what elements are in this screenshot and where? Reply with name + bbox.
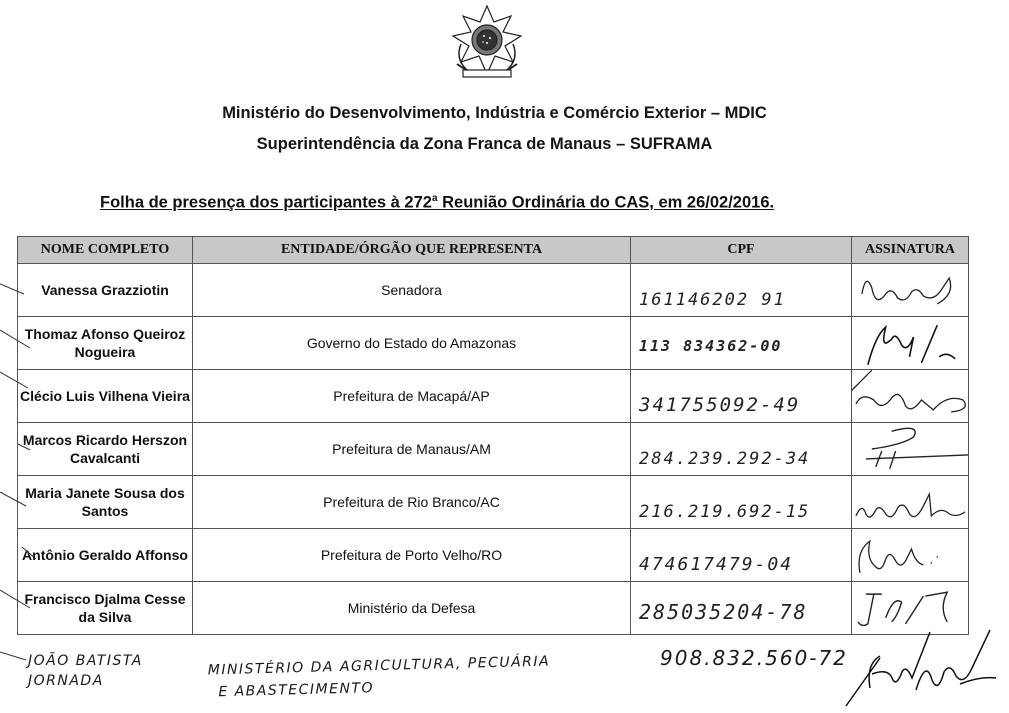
handwritten-tick-icon: [0, 545, 40, 565]
table-row: [18, 370, 969, 423]
signature-cell: [852, 264, 969, 317]
title-ordinal: a: [431, 193, 438, 204]
participant-name: Vanessa Grazziotin: [18, 264, 193, 317]
participant-name: Clécio Luis Vilhena Vieira: [18, 370, 193, 423]
signature-scribble-icon: [852, 476, 968, 528]
participant-entity: Prefeitura de Manaus/AM: [193, 423, 631, 476]
participant-name: Antônio Geraldo Affonso: [18, 529, 193, 582]
title-suffix: Reunião Ordinária do CAS, em 26/02/2016.: [437, 193, 775, 212]
handwritten-name-line: JOÃO BATISTA: [28, 653, 143, 669]
handwritten-name-line: JORNADA: [28, 673, 104, 689]
participant-name: Maria Janete Sousa dos Santos: [18, 476, 193, 529]
handwritten-entity-line: MINISTÉRIO DA AGRICULTURA, PECUÁRIA: [207, 653, 551, 679]
handwritten-tick-icon: [0, 370, 40, 390]
signature-cell: [852, 317, 969, 370]
signature-scribble-icon: [852, 529, 968, 581]
participant-cpf: 216.219.692-15: [639, 502, 811, 522]
column-header-signature: ASSINATURA: [852, 237, 969, 264]
table-row: [18, 317, 969, 370]
table-row: [18, 582, 969, 635]
participant-entity: Prefeitura de Porto Velho/RO: [193, 529, 631, 582]
handwritten-extra-cpf: 908.832.560-72: [660, 646, 848, 670]
participant-cpf: 285035204-78: [639, 600, 808, 624]
column-header-cpf: CPF: [631, 237, 852, 264]
coat-of-arms-icon: [447, 4, 527, 88]
signature-scribble-icon: [852, 370, 968, 422]
handwritten-tick-icon: [0, 590, 40, 610]
signature-scribble-icon: [852, 582, 968, 634]
participant-entity: Ministério da Defesa: [193, 582, 631, 635]
signature-scribble-icon: [852, 317, 968, 369]
participant-cpf: 113 834362-00: [639, 337, 783, 355]
participant-entity: Governo do Estado do Amazonas: [193, 317, 631, 370]
table-header-row: [18, 237, 969, 264]
title-prefix: Folha de presença dos participantes à 272: [100, 193, 432, 212]
ministry-heading: Ministério do Desenvolvimento, Indústria e Comércio Exterior – MDIC: [222, 104, 767, 122]
superintendency-heading: Superintendência da Zona Franca de Manaus – SUFRAMA: [256, 135, 713, 153]
handwritten-tick-icon: [0, 438, 40, 458]
column-header-name: NOME COMPLETO: [18, 237, 193, 264]
document-title: [100, 193, 774, 213]
signature-cell: [852, 582, 969, 635]
table-row: [18, 476, 969, 529]
participant-name: Thomaz Afonso Queiroz Nogueira: [18, 317, 193, 370]
participant-name: Marcos Ricardo Herszon Cavalcanti: [18, 423, 193, 476]
handwritten-extra-name: [28, 651, 143, 691]
participant-name: Francisco Djalma Cesse da Silva: [18, 582, 193, 635]
signature-scribble-icon: [852, 264, 968, 316]
signature-cell: [852, 370, 969, 423]
participant-cpf: 474617479-04: [639, 554, 794, 575]
participant-cpf: 161146202 91: [639, 290, 786, 310]
participant-entity: Prefeitura de Rio Branco/AC: [193, 476, 631, 529]
column-header-entity: ENTIDADE/ÓRGÃO QUE REPRESENTA: [193, 237, 631, 264]
table-row: [18, 423, 969, 476]
table-row: [18, 529, 969, 582]
handwritten-tick-icon: [0, 492, 40, 512]
signature-cell: [852, 423, 969, 476]
handwritten-tick-icon: [0, 280, 40, 300]
handwritten-extra-entity: [207, 651, 551, 704]
participant-cpf: 284.239.292-34: [639, 449, 811, 469]
participant-cpf: 341755092-49: [639, 394, 801, 416]
participant-entity: Senadora: [193, 264, 631, 317]
handwritten-tick-icon: [0, 330, 40, 350]
participant-entity: Prefeitura de Macapá/AP: [193, 370, 631, 423]
table-row: [18, 264, 969, 317]
attendance-table: [17, 236, 969, 635]
signature-scribble-icon: [840, 628, 1000, 708]
signature-cell: [852, 529, 969, 582]
signature-cell: [852, 476, 969, 529]
signature-scribble-icon: [852, 423, 968, 475]
handwritten-entity-line: E ABASTECIMENTO: [218, 680, 375, 701]
